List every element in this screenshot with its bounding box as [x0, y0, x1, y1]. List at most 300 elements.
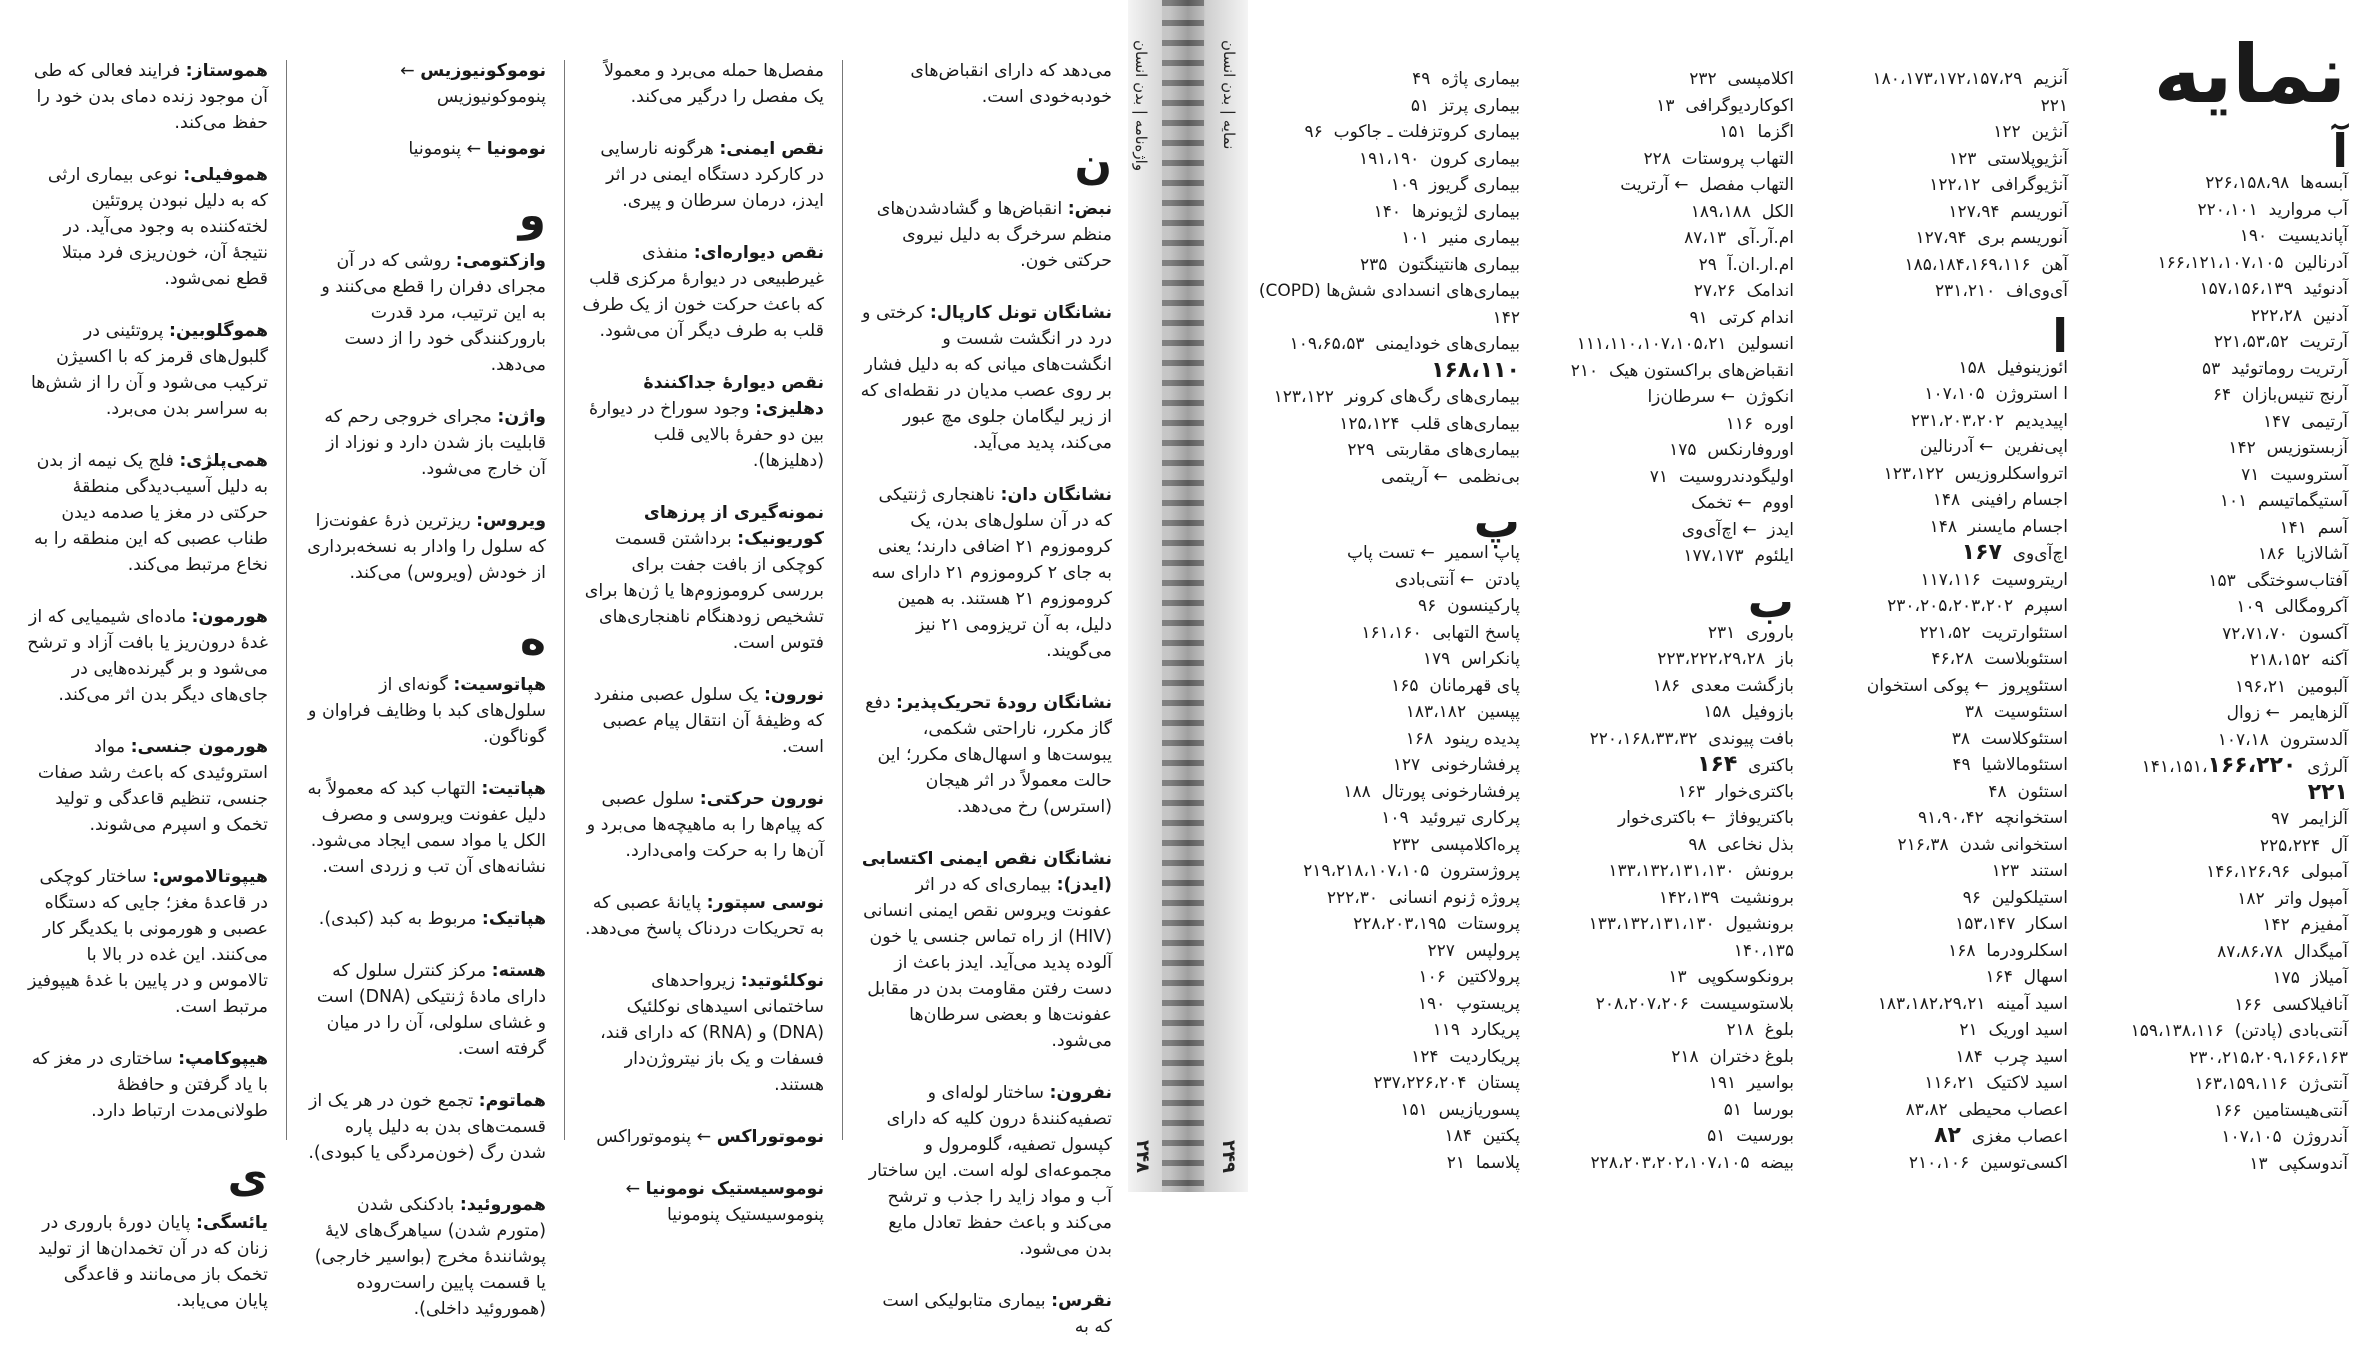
index-entry [1258, 119, 1520, 146]
index-pages: ۱۸۳،۱۸۲،۲۹،۲۱ [1877, 993, 1986, 1014]
index-entry [1258, 646, 1520, 673]
glossary-definition: روشی که در آن مجرای دفران را قطع می‌کنند و به این ترتیب، مرد قدرت بارورکنندگی خود را از دست می‌دهد. [321, 251, 546, 375]
index-entry [1532, 331, 1794, 358]
index-term: آرنج تنیس‌بازان [2241, 385, 2348, 405]
index-term: آلرژی [2307, 757, 2348, 777]
index-entry [1258, 752, 1520, 779]
index-entry [1532, 437, 1794, 464]
index-term: بیماری‌های رگ‌های کرونر [1344, 387, 1520, 407]
index-term: اترواسکلروزیس [1954, 463, 2068, 484]
index-entry [1532, 172, 1794, 199]
index-term: باکتریوفاژ [1726, 808, 1794, 828]
index-pages: ۱۰۹ [1390, 175, 1419, 195]
index-entry [2080, 1124, 2348, 1151]
index-pages: ۲۳۵ [1359, 254, 1388, 275]
index-entry [1806, 567, 2068, 594]
index-term: بواسیر [1747, 1073, 1794, 1093]
index-pages: ۹۶ [1304, 122, 1323, 142]
glossary-term: واژن: [497, 407, 546, 427]
index-pages: ۳۸ [1951, 728, 1970, 749]
glossary-term: هموگلوبین: [169, 321, 268, 341]
glossary-term: نوکلئوتید: [740, 971, 824, 991]
index-pages: ۲۲۹ [1347, 440, 1375, 460]
index-term: پریکارد [1470, 1020, 1520, 1040]
index-pages: ۲۱۸ [1671, 1046, 1699, 1067]
index-term: آمبولی [2300, 862, 2348, 882]
index-pages: ۲۱۸،۱۵۲ [2249, 650, 2311, 670]
index-pages: ۶۴ [2212, 385, 2232, 405]
index-pages: ۱۴۶،۱۲۶،۹۶ [2206, 862, 2291, 882]
glossary-term: نشانگان رودهٔ تحریک‌پذیر: [896, 693, 1112, 713]
index-pages: ۱۴۲ [2262, 915, 2290, 935]
index-pages: ۱۲۳ [1949, 148, 1977, 169]
index-term: استئون [2017, 781, 2068, 802]
index-entry [1532, 1097, 1794, 1124]
index-pages: ۲۲۲،۳۰ [1326, 887, 1378, 908]
index-term: آستیگماتیسم [2258, 491, 2348, 511]
index-pages: ۱۰۱ [2219, 491, 2248, 511]
index-entry [1532, 991, 1794, 1018]
index-pages: ۱۸۶ [2257, 544, 2286, 564]
index-term: التهاب مفصل [1699, 175, 1794, 195]
index-pages: ۱۶۸ [1948, 940, 1976, 961]
index-term: ائوزینوفیل [1996, 357, 2068, 378]
index-pages: ۲۲۵،۲۲۴ [2259, 835, 2321, 856]
index-pages: ۱۸۳،۱۸۲ [1405, 702, 1467, 722]
index-term: پرولاکتین [1456, 967, 1520, 987]
index-entry [1532, 1123, 1794, 1150]
section-letter: آ [2332, 124, 2348, 178]
index-entry [1806, 172, 2068, 199]
index-entry [1532, 119, 1794, 146]
index-entry [1258, 252, 1520, 279]
glossary-definition: کرختی و درد در انگشت شست و انگشت‌های میانی که به دلیل فشار بر روی عصب مدیان در نقطه‌ای که از زیر لیگامان جلوی مچ عبور می‌کند، پدید می‌آید. [860, 303, 1112, 453]
index-pages: ← آرتریت [1620, 175, 1689, 195]
index-pages: ۱۴۲ [1492, 307, 1520, 328]
index-entry [1532, 543, 1794, 570]
index-entry [1806, 408, 2068, 435]
index-term: آرتریت [2299, 332, 2348, 352]
index-term: پپسین [1476, 702, 1520, 722]
index-term: باکتری‌خوار [1715, 781, 1794, 802]
index-term: آمفیزم [2300, 915, 2348, 935]
section-letter: و [518, 190, 546, 241]
glossary-definition: ← پنومونیا [408, 139, 482, 159]
glossary-term: هیپوتالاموس: [152, 867, 268, 887]
index-pages: ۱۷۷،۱۷۳ [1683, 546, 1744, 566]
index-entry [1258, 885, 1520, 912]
index-pages: ۲۱ [1446, 1152, 1466, 1173]
index-pages: ۲۷،۲۶ [1693, 281, 1736, 301]
index-entry [1806, 434, 2068, 461]
glossary-entry [860, 196, 1112, 274]
index-term: بیماری‌های قلب [1410, 413, 1520, 434]
glossary-term: نوسی سپتور: [706, 893, 824, 913]
index-pages: ۱۰۹ [1381, 808, 1409, 828]
index-term: پروستات [1457, 914, 1520, 934]
index-entry [1806, 593, 2068, 620]
glossary-term: نقص ایمنی: [719, 139, 824, 159]
glossary-entry [860, 58, 1112, 110]
glossary-term: هورمون: [191, 607, 268, 627]
left-running-header: واژه‌نامه | بدن انسان [1132, 40, 1150, 172]
glossary-entry [860, 846, 1112, 1054]
index-pages: ۲۱۸ [1726, 1020, 1754, 1040]
glossary-entry [26, 1046, 268, 1124]
index-term: پکتین [1482, 1126, 1520, 1146]
index-pages: ← باکتری‌خوار [1617, 808, 1716, 828]
index-term: پرفشارخونی [1431, 755, 1520, 775]
index-column-3 [1532, 66, 1794, 1176]
glossary-entry [304, 906, 546, 932]
glossary-definition: منفذی غیرطبیعی در دیوارهٔ مرکزی قلب که باعث حرکت خون از یک طرف قلب به طرف دیگر آن می‌شود. [582, 243, 824, 341]
index-entry [2080, 329, 2348, 356]
index-pages: ۴۶،۲۸ [1931, 649, 1974, 669]
column-divider [842, 60, 843, 1140]
index-pages: ۴۹ [1952, 755, 1971, 775]
index-term: اسپرم [2023, 596, 2068, 616]
index-entry [1806, 938, 2068, 965]
glossary-entry [26, 448, 268, 578]
index-term: بیماری پاژه [1441, 69, 1520, 89]
index-entry [1532, 1017, 1794, 1044]
index-entry [1806, 225, 2068, 252]
index-pages: ۷۱ [1649, 466, 1669, 487]
glossary-definition: مرکز کنترل سلول که دارای مادهٔ ژنتیکی (DNA) است و غشای سلولی، آن را در میان گرفته است. [316, 961, 546, 1059]
index-term: آکسون [2298, 623, 2348, 644]
index-term: اپی‌نفرین [2003, 437, 2068, 457]
index-entry [1258, 938, 1520, 965]
index-pages: ۲۰۸،۲۰۷،۲۰۶ [1595, 993, 1689, 1014]
index-entry [1258, 384, 1520, 411]
glossary-definition: ساختار کوچکی در قاعدهٔ مغز؛ جایی که دستگاه عصبی و هورمونی با یکدیگر کار می‌کنند. این غده در بالا با تالاموس و در پایین با غدهٔ هیپوفیز مرتبط است. [27, 867, 268, 1017]
index-entry [1806, 991, 2068, 1018]
index-pages: ۲۱۰،۱۰۶ [1908, 1152, 1970, 1173]
index-pages: ۵۱ [1410, 95, 1430, 116]
index-term: ام.ار.ان.آ [1727, 254, 1794, 275]
glossary-term: هورمون جنسی: [130, 737, 268, 757]
index-pages: ۱۸۰،۱۷۳،۱۷۲،۱۵۷،۲۹ [1872, 69, 2023, 89]
index-pages: ۱۲۷،۹۴ [1948, 201, 2000, 222]
index-term: ایلئوم [1754, 546, 1794, 566]
index-entry [2080, 1018, 2348, 1045]
glossary-definition: برداشتن قسمت کوچکی از بافت جفت برای بررسی کروموزوم‌ها یا ژن‌ها برای تشخیص زودهنگام ناهنجاری‌های فتوس است. [584, 529, 824, 653]
spine-binding [1162, 0, 1204, 1192]
index-term: باروری [1746, 622, 1794, 643]
index-pages: ۲۳۷،۲۲۶،۲۰۴ [1373, 1073, 1467, 1093]
index-term: آمیگدال [2293, 941, 2348, 962]
index-pages: ← اچ‌آی‌وی [1681, 519, 1757, 540]
index-entry [1258, 726, 1520, 753]
index-entry [2080, 276, 2348, 303]
glossary-entry [26, 162, 268, 292]
index-pages: ۱۶۶ [2234, 994, 2262, 1015]
index-pages: ← تست پاپ [1347, 543, 1435, 563]
index-entry [1532, 199, 1794, 226]
glossary-page [0, 0, 1128, 1337]
index-pages: ۴۸ [1988, 781, 2007, 802]
index-pages: ۱۵۱ [1719, 122, 1747, 142]
glossary-term: همی‌پلژی: [179, 451, 268, 471]
index-entry [1258, 673, 1520, 700]
index-term: آدنین [2312, 305, 2348, 326]
index-term: بافت پیوندی [1708, 728, 1794, 749]
index-term: استئوسیت [1993, 702, 2068, 722]
section-letter: ب [1747, 573, 1794, 628]
glossary-term: نمونه‌گیری از پرزهای کوریونیک: [643, 503, 824, 549]
index-term: آلزهایمر [2290, 703, 2348, 723]
column-divider [564, 60, 565, 1140]
index-entry [1258, 305, 1520, 332]
index-term: استخوانی شدن [1959, 834, 2068, 855]
index-term: آلدسترون [2279, 729, 2348, 750]
index-pages: ۱۱۹ [1432, 1020, 1460, 1040]
index-entry [2080, 488, 2348, 515]
index-pages: ۸۷،۱۳ [1684, 228, 1727, 248]
index-term: برونشیول [1725, 914, 1794, 934]
index-entry [1258, 832, 1520, 859]
index-term: اگزما [1757, 122, 1794, 142]
index-pages: ۱۱۶،۲۱ [1924, 1073, 1976, 1093]
index-entry [1806, 752, 2068, 779]
index-entry [1258, 278, 1520, 305]
index-entry [1258, 93, 1520, 120]
index-term: آب مروارید [2268, 199, 2348, 220]
glossary-entry [582, 370, 824, 474]
index-term: انسولین [1737, 334, 1794, 354]
glossary-entry [304, 672, 546, 750]
index-entry [1258, 593, 1520, 620]
index-term: استخوانچه [1994, 808, 2068, 828]
index-pages: ۱۲۷،۹۴ [1915, 228, 1967, 248]
index-pages: ۹۷ [2270, 809, 2290, 829]
index-term: آرتریت روماتوئید [2231, 358, 2348, 379]
glossary-term: نفرون: [1049, 1083, 1112, 1103]
index-term: اکسی‌توسین [1980, 1152, 2068, 1173]
index-term: بورسا [1752, 1099, 1794, 1120]
index-term: استئوپروز [1999, 675, 2068, 696]
index-term: اسهال [2023, 967, 2068, 987]
glossary-definition: وجود سوراخ در دیوارهٔ بین دو حفرهٔ بالایی قلب (دهلیزها). [589, 399, 824, 471]
index-entry [2080, 303, 2348, 330]
index-entry [1532, 805, 1794, 832]
glossary-definition: سلول عصبی که پیام‌ها را به ماهیچه‌ها می‌برد و آن‌ها را به حرکت وامی‌دارد. [586, 789, 824, 861]
glossary-definition: فلج یک نیمه از بدن به دلیل آسیب‌دیدگی منطقهٔ حرکتی در مغز یا صدمه دیدن طناب عصبی که این منطقه را به نخاع مرتبط می‌کند. [34, 451, 268, 575]
index-term: اندام کرتی [1718, 307, 1794, 328]
index-term: باکتری [1748, 756, 1794, 776]
index-pages: ۱۸۴ [1444, 1126, 1472, 1146]
index-entry [1806, 119, 2068, 146]
index-pages: ۱۸۹،۱۸۸ [1690, 201, 1752, 222]
index-pages: ۱۵۸ [1958, 357, 1986, 378]
index-term: اکوکاردیوگرافی [1685, 95, 1794, 116]
index-entry [1258, 964, 1520, 991]
glossary-entry [582, 136, 824, 214]
index-pages: ۲۱ [1959, 1020, 1978, 1040]
index-pages: ۸۳،۸۲ [1905, 1099, 1948, 1120]
index-entry [1258, 225, 1520, 252]
index-pages: ۸۷،۸۶،۷۸ [2217, 941, 2283, 962]
glossary-entry [582, 240, 824, 344]
index-entry [1806, 1017, 2068, 1044]
index-pages: ۱۵۸ [1703, 702, 1731, 722]
index-term: پاپ اسمیر [1445, 543, 1520, 563]
index-term: اریتروسیت [1991, 569, 2068, 590]
index-entry [2080, 409, 2348, 436]
index-term: آلزایمر [2300, 809, 2348, 829]
index-pages: ۲۲۱ [2040, 95, 2068, 116]
glossary-entry [582, 890, 824, 942]
index-pages-bold: ۸۲ [1934, 1123, 1961, 1148]
glossary-definition: می‌دهد که دارای انقباض‌های خودبه‌خودی است. [910, 61, 1112, 107]
index-pages: ۲۱۰ [1570, 360, 1599, 381]
index-pages: ۱۶۶،۱۲۱،۱۰۷،۱۰۵ [2157, 252, 2284, 273]
index-entry [1806, 805, 2068, 832]
glossary-term: هموروئید: [459, 1195, 546, 1215]
index-pages: ۱۹۰ [1417, 993, 1446, 1014]
index-entry [1806, 199, 2068, 226]
index-entry [1258, 437, 1520, 464]
index-entry [1806, 726, 2068, 753]
index-pages: ۱۲۴ [1411, 1046, 1439, 1067]
index-term: ام.آر.آی [1736, 228, 1794, 248]
index-pages: ۱۵۷،۱۵۶،۱۳۹ [2199, 279, 2293, 299]
glossary-column-2 [582, 58, 824, 1254]
index-entry [2080, 1045, 2348, 1072]
index-term: استئوبلاست [1984, 649, 2068, 669]
index-term: آدرنالین [2294, 252, 2348, 273]
glossary-definition: هرگونه نارسایی در کارکرد دستگاه ایمنی در اثر ایدز، درمان سرطان و پیری. [600, 139, 824, 211]
index-term: پره‌اکلامپسی [1430, 834, 1520, 855]
index-term: آبسه‌ها [2300, 173, 2348, 193]
index-entry [1258, 66, 1520, 93]
index-term: بیماری پرتز [1439, 95, 1520, 116]
index-entry [1806, 964, 2068, 991]
index-pages: ← آریتمی [1381, 466, 1448, 487]
glossary-term: هماتوم: [478, 1091, 546, 1111]
glossary-term: نقص دیوارهٔ جداکنندهٔ دهلیزی: [643, 373, 824, 419]
index-pages: ۲۲۷ [1427, 940, 1455, 961]
glossary-entry [860, 1288, 1112, 1340]
glossary-term: هموفیلی: [183, 165, 268, 185]
index-entry [1532, 146, 1794, 173]
glossary-term: نشانگان نقص ایمنی اکتسابی (ایدز): [861, 849, 1112, 895]
index-pages: ۲۱۹،۲۱۸،۱۰۷،۱۰۵ [1303, 861, 1430, 881]
glossary-definition: انقباض‌ها و گشادشدن‌های منظم سرخرگ به دلیل نیروی حرکتی خون. [876, 199, 1112, 271]
glossary-definition: یک سلول عصبی منفرد که وظیفهٔ آن انتقال پیام عصبی است. [593, 685, 824, 757]
index-term: آمپول واتر [2275, 888, 2348, 909]
index-term: برونش [1745, 861, 1794, 881]
index-term: پای قهرمانان [1429, 675, 1520, 696]
index-entry [2080, 1151, 2348, 1178]
index-term: استیلکولین [1991, 887, 2068, 908]
glossary-term: نورون حرکتی: [699, 789, 824, 809]
index-entry [1806, 1070, 2068, 1097]
glossary-term: نوموکونیوزیس [420, 61, 546, 81]
right-page-number: ۲۴۹ [1218, 1140, 1239, 1173]
index-entry [2080, 806, 2348, 833]
index-term: ایدز [1767, 519, 1794, 540]
index-entry [2080, 833, 2348, 860]
glossary-entry [582, 1124, 824, 1150]
index-pages: ۱۵۱ [1400, 1099, 1428, 1120]
index-pages: ۱۴۱ [2279, 517, 2307, 538]
index-pages: ۵۳ [2202, 358, 2221, 379]
index-pages: ۲۲۲،۲۸ [2250, 305, 2303, 326]
index-pages: ۱۱۱،۱۱۰،۱۰۷،۱۰۵،۲۱ [1576, 334, 1727, 354]
index-term: پروژه ژنوم انسانی [1388, 887, 1520, 908]
glossary-definition: ریزترین ذرهٔ عفونت‌زا که سلول را وادار به نسخه‌برداری از خودش (ویروس) می‌کند. [307, 511, 546, 583]
glossary-term: نبض: [1067, 199, 1112, 219]
glossary-entry [26, 58, 268, 136]
index-pages: ۲۳۲ [1392, 834, 1420, 855]
glossary-term: نومونیا [486, 139, 546, 159]
glossary-definition: ماده‌ای شیمیایی که از غدهٔ درون‌ریز یا بافت آزاد و ترشح می‌شود و بر گیرنده‌هایی در جای‌های دیگر بدن اثر می‌کند. [27, 607, 268, 705]
index-entry [1258, 1150, 1520, 1177]
index-pages: ۲۱۶،۳۸ [1897, 834, 1949, 855]
index-term: پرفشارخونی پورتال [1381, 781, 1520, 802]
index-entry [2080, 197, 2348, 224]
glossary-definition: تجمع خون در هر یک از قسمت‌های بدن به دلیل پاره شدن رگ (خون‌مردگی یا کبودی). [308, 1091, 546, 1163]
index-entry [2080, 1071, 2348, 1098]
index-pages: ۱۶۳ [1677, 781, 1706, 802]
index-entry [1258, 411, 1520, 438]
index-entry [1806, 93, 2068, 120]
glossary-definition: نوعی بیماری ارثی که به دلیل نبودن پروتئین لخته‌کننده به وجود می‌آید. در نتیجهٔ آن، خون‌ریزی فرد مبتلا قطع نمی‌شود. [47, 165, 268, 289]
index-entry [1806, 1150, 2068, 1177]
index-entry [2080, 541, 2348, 568]
index-pages: ← زوال [2226, 703, 2280, 723]
index-pages: ۹۶ [1962, 887, 1981, 908]
index-entry [2080, 356, 2348, 383]
index-term: اعصاب محیطی [1958, 1099, 2068, 1120]
index-term: اسکار [2026, 914, 2068, 934]
index-entry [1532, 464, 1794, 491]
index-pages: ۲۲۸ [1643, 148, 1671, 169]
index-term: اوروفارنکس [1707, 440, 1794, 460]
index-entry [1532, 726, 1794, 753]
index-pages: ۱۷۵ [2272, 968, 2300, 988]
index-pages: ۵۱ [1707, 1126, 1726, 1146]
glossary-entry [860, 482, 1112, 664]
index-pages: ۲۲۶،۱۵۸،۹۸ [2205, 173, 2290, 193]
index-entry [1532, 858, 1794, 885]
index-entry [1532, 1070, 1794, 1097]
glossary-definition: گونه‌ای از سلول‌های کبد با وظایف فراوان و گوناگون. [308, 675, 546, 747]
index-entry [1532, 832, 1794, 859]
index-column-1 [2080, 120, 2348, 1177]
index-entry [1532, 673, 1794, 700]
glossary-definition: بادکنکی شدن (متورم شدن) سیاهرگ‌های لایهٔ پوشانندهٔ مخرج (بواسیر خارجی) یا قسمت پایین راست‌روده (هموروئید داخلی). [314, 1195, 546, 1319]
index-term: پرکاری تیروئید [1419, 808, 1520, 828]
glossary-entry [304, 248, 546, 378]
glossary-term: ویروس: [476, 511, 546, 531]
index-term: بلوغ دختران [1709, 1046, 1794, 1067]
glossary-entry [304, 1192, 546, 1322]
index-term: آی‌وی‌اف [2006, 281, 2068, 301]
index-term: بیماری منیر [1439, 228, 1520, 248]
index-pages: ۱۳۳،۱۳۲،۱۳۱،۱۳۰ [1608, 861, 1735, 881]
index-term: آندوسکپی [2278, 1153, 2348, 1174]
index-pages: ۱۳ [1656, 95, 1675, 116]
section-letter: ه [520, 614, 546, 665]
index-term: اسید اوریک [1988, 1020, 2068, 1040]
index-term: استئوارتریت [1981, 622, 2068, 643]
index-term: اپیدیدیم [2014, 410, 2068, 431]
index-pages-bold: ۱۶۷ [1961, 540, 2002, 565]
index-entry [1258, 331, 1520, 358]
index-entry [1806, 1097, 2068, 1124]
